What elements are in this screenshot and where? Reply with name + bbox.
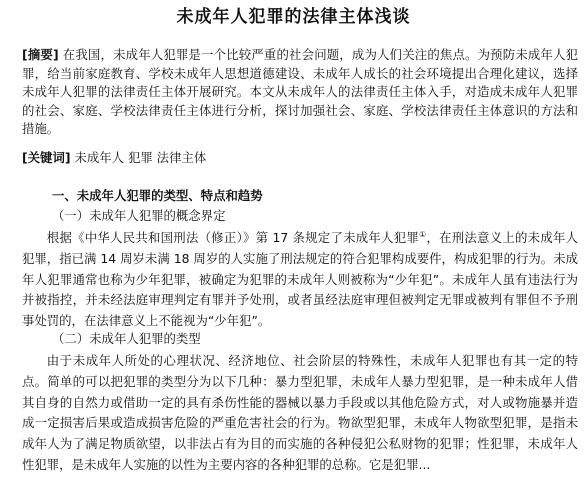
abstract-paragraph (22, 46, 578, 139)
keywords-text: 未成年人 犯罪 法律主体 (74, 150, 207, 165)
keywords-line (22, 149, 578, 167)
section-heading: 一、未成年人犯罪的类型、特点和趋势 (52, 188, 263, 203)
footnote-marker[interactable]: ① (419, 229, 427, 239)
body-paragraph-types: 由于未成年人所处的心理状况、经济地位、社会阶层的特殊性，未成年人犯罪也有其一定的特点。简单的可以把犯罪的类型分为以下几种：暴力型犯罪，未成年人暴力型犯罪，是一种未成年人借其自身的自然力或借助一定的具有杀伤性能的器械以暴力手段或以其他危险方式，对人或物施暴并造成一定损害后果或造成损害危险的严重危害社会的行为。物欲型犯罪，未成年人物欲型犯罪，是指未成年人为了满足物质欲望，以非法占有为目的而实施的各种侵犯公私财物的犯罪；性犯罪，未成年人性犯罪，是未成年人实施的以性为主要内容的各种犯罪的总称。它是犯罪... (22, 353, 578, 472)
subsection-heading-definition: （一）未成年人犯罪的概念界定 (52, 208, 226, 223)
body-paragraph-definition (22, 228, 578, 332)
paragraph-text: 根据《中华人民共和国刑法（修正）》第 17 条规定了未成年人犯罪 (46, 230, 420, 245)
abstract-text: 在我国，未成年人犯罪是一个比较严重的社会问题，成为人们关注的焦点。为预防未成年人犯罪，给当前家庭教育、学校未成年人思想道德建设、未成年人成长的社会环境提出合理化建议，选择未成年人犯罪的法律责任主体开展研究。本文从未成年人的法律责任主体入手，对造成未成年人犯罪的社会、家庭、学校法律责任主体进行分析，探讨加强社会、家庭、学校法律责任主体意识的方法和措施。 (22, 47, 578, 137)
subsection-heading-types: （二）未成年人犯罪的类型 (52, 331, 201, 346)
paragraph-text-continued: ，在刑法意义上的未成年人犯罪，指已满 14 周岁未满 18 周岁的人实施了刑法规定的符合犯罪构成要件，构成犯罪的行为。未成年人犯罪通常也称为少年犯罪，被确定为犯罪的未成年人则被称为“少年犯”。未成年人虽有违法行为并被指控，并未经法庭审理判定有罪并予处刑，或者虽经法庭审理但被判定无罪或被判有罪但不予刑事处罚的，在法律意义上不能视为“少年犯”。 (22, 230, 579, 329)
abstract-label: [摘要] (22, 47, 59, 62)
keywords-label: [关键词] (22, 150, 71, 165)
document-title: 未成年人犯罪的法律主体浅谈 (176, 7, 411, 27)
